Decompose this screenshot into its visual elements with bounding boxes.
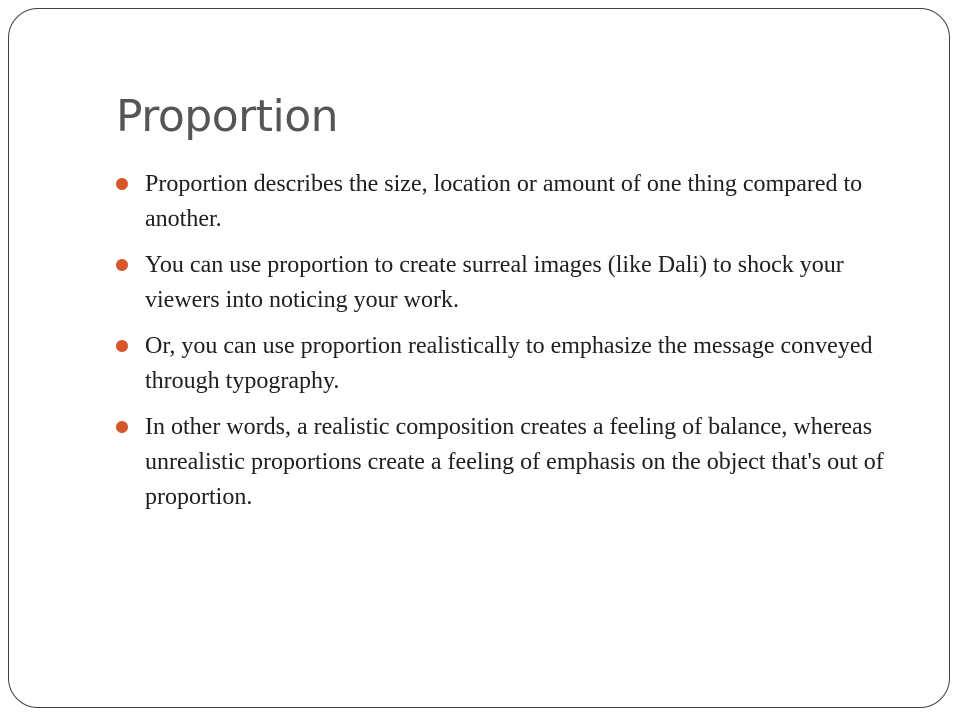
bullet-text: In other words, a realistic composition creates a feeling of balance, whereas unrealistic proportions create a feeling of emphasis on the object that's out of proportion. — [145, 414, 884, 510]
slide-title: Proportion — [116, 91, 339, 142]
bullet-dot-icon — [116, 421, 128, 433]
bullet-text: Proportion describes the size, location or amount of one thing compared to another. — [145, 171, 863, 232]
bullet-item — [115, 167, 915, 237]
bullet-item — [115, 329, 915, 399]
bullet-text: You can use proportion to create surreal images (like Dali) to shock your viewers into noticing your work. — [145, 252, 844, 313]
slide-frame — [8, 8, 950, 708]
bullet-item — [115, 410, 915, 515]
bullet-dot-icon — [116, 259, 128, 271]
bullet-text: Or, you can use proportion realistically to emphasize the message conveyed through typography. — [145, 333, 873, 394]
bullet-dot-icon — [116, 178, 128, 190]
bullet-dot-icon — [116, 340, 128, 352]
bullet-list — [115, 167, 915, 526]
bullet-item — [115, 248, 915, 318]
